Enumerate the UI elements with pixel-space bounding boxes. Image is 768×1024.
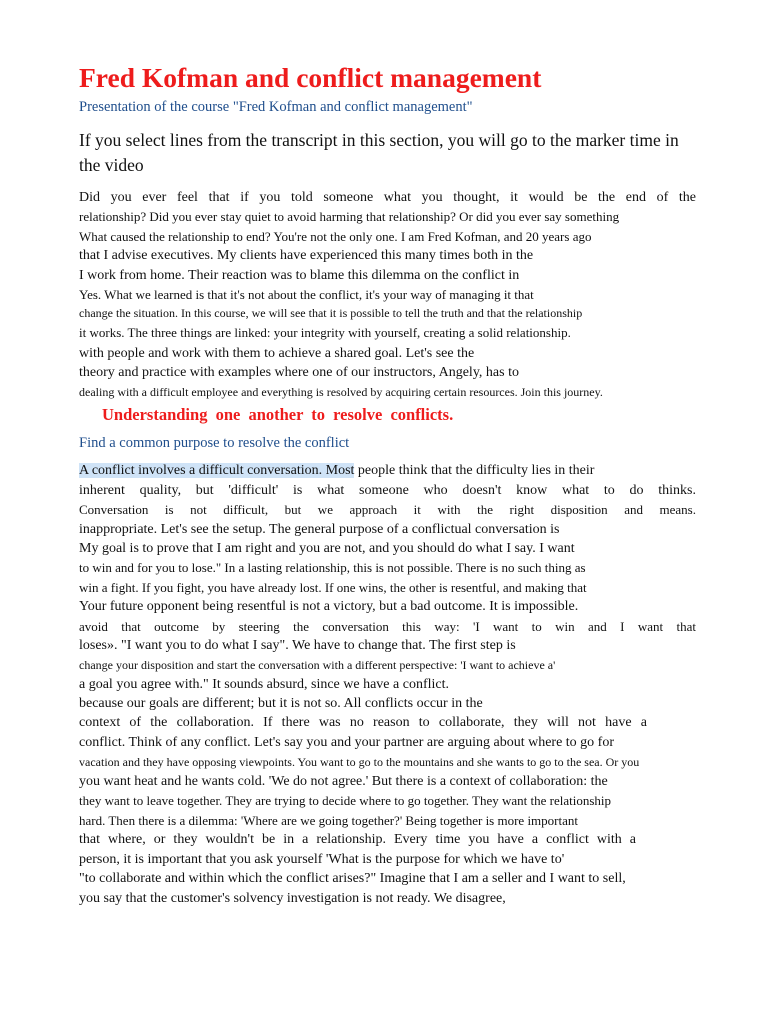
document-title: Fred Kofman and conflict management [79, 62, 542, 93]
transcript-line[interactable]: Conversation is not difficult, but we approach it with the right disposition and means. [79, 502, 696, 517]
transcript-line[interactable]: with people and work with them to achieve a shared goal. Let's see the [79, 346, 475, 361]
text-selection-highlight[interactable]: A conflict involves a difficult conversation. Most [79, 463, 355, 478]
transcript-line[interactable]: because our goals are different; but it is not so. All conflicts occur in the [79, 696, 483, 711]
transcript-note: If you select lines from the transcript in this section, you will go to the marker time in the video [79, 130, 679, 175]
transcript-line[interactable]: a goal you agree with." It sounds absurd, since we have a conflict. [79, 677, 449, 692]
transcript-line[interactable]: that I advise executives. My clients have experienced this many times both in the [79, 248, 534, 263]
transcript-line[interactable]: inappropriate. Let's see the setup. The general purpose of a conflictual conversation is [79, 522, 560, 537]
transcript-line[interactable]: "to collaborate and within which the conflict arises?" Imagine that I am a seller and I want to sell, [79, 871, 626, 886]
transcript-line[interactable]: hard. Then there is a dilemma: 'Where are we going together?' Being together is more important [79, 813, 578, 828]
transcript-line-selected[interactable] [79, 463, 594, 479]
transcript-line[interactable]: context of the collaboration. If there was no reason to collaborate, they will not have a [79, 715, 647, 730]
transcript-line[interactable]: avoid that outcome by steering the conversation this way: 'I want to win and I want that [79, 619, 696, 634]
transcript-line[interactable]: What caused the relationship to end? You're not the only one. I am Fred Kofman, and 20 years ago [79, 229, 592, 244]
transcript-line[interactable]: I work from home. Their reaction was to blame this dilemma on the conflict in [79, 268, 520, 283]
transcript-line[interactable]: it works. The three things are linked: your integrity with yourself, creating a solid relationship. [79, 325, 571, 340]
section-heading: Understanding one another to resolve conflicts. [102, 405, 454, 424]
transcript-line[interactable]: My goal is to prove that I am right and you are not, and you should do what I say. I want [79, 541, 575, 556]
transcript-line[interactable]: vacation and they have opposing viewpoints. You want to go to the mountains and she wants to go to the sea. Or you [79, 755, 640, 769]
transcript-line[interactable]: change your disposition and start the conversation with a different perspective: 'I want to achieve a' [79, 658, 556, 672]
transcript-line[interactable]: Did you ever feel that if you told someone what you thought, it would be the end of the [79, 190, 696, 205]
transcript-line[interactable]: inherent quality, but 'difficult' is what someone who doesn't know what to do thinks. [79, 483, 696, 498]
transcript-line[interactable]: win a fight. If you fight, you have already lost. If one wins, the other is resentful, and making that [79, 580, 587, 595]
transcript-line[interactable]: to win and for you to lose." In a lasting relationship, this is not possible. There is no such thing as [79, 560, 586, 575]
transcript-line[interactable]: conflict. Think of any conflict. Let's say you and your partner are arguing about where to go for [79, 735, 615, 750]
transcript-line[interactable]: person, it is important that you ask yourself 'What is the purpose for which we have to' [79, 852, 565, 867]
transcript-line[interactable]: that where, or they wouldn't be in a relationship. Every time you have a conflict with a [79, 832, 636, 847]
transcript-line[interactable]: you want heat and he wants cold. 'We do not agree.' But there is a context of collaboration: the [79, 774, 608, 789]
transcript-line[interactable]: Yes. What we learned is that it's not about the conflict, it's your way of managing it that [79, 287, 534, 302]
transcript-line[interactable]: dealing with a difficult employee and everything is resolved by acquiring certain resources. Join this journey. [79, 385, 603, 399]
transcript-line[interactable]: change the situation. In this course, we will see that it is possible to tell the truth and that the relationship [79, 306, 583, 320]
transcript-line[interactable]: relationship? Did you ever stay quiet to avoid harming that relationship? Or did you ever say something [79, 209, 620, 224]
transcript-line[interactable]: theory and practice with examples where one of our instructors, Angely, has to [79, 365, 519, 380]
transcript-line[interactable]: Your future opponent being resentful is not a victory, but a bad outcome. It is impossible. [79, 599, 579, 614]
transcript-line[interactable]: they want to leave together. They are trying to decide where to go together. They want the relationship [79, 793, 611, 808]
transcript-line[interactable]: loses». "I want you to do what I say". We have to change that. The first step is [79, 638, 516, 653]
section-subheading[interactable]: Find a common purpose to resolve the conflict [79, 435, 350, 451]
transcript-line[interactable]: you say that the customer's solvency investigation is not ready. We disagree, [79, 891, 506, 906]
transcript-line-rest: people think that the difficulty lies in their [354, 463, 595, 478]
document-subtitle[interactable]: Presentation of the course "Fred Kofman and conflict management" [79, 99, 473, 115]
